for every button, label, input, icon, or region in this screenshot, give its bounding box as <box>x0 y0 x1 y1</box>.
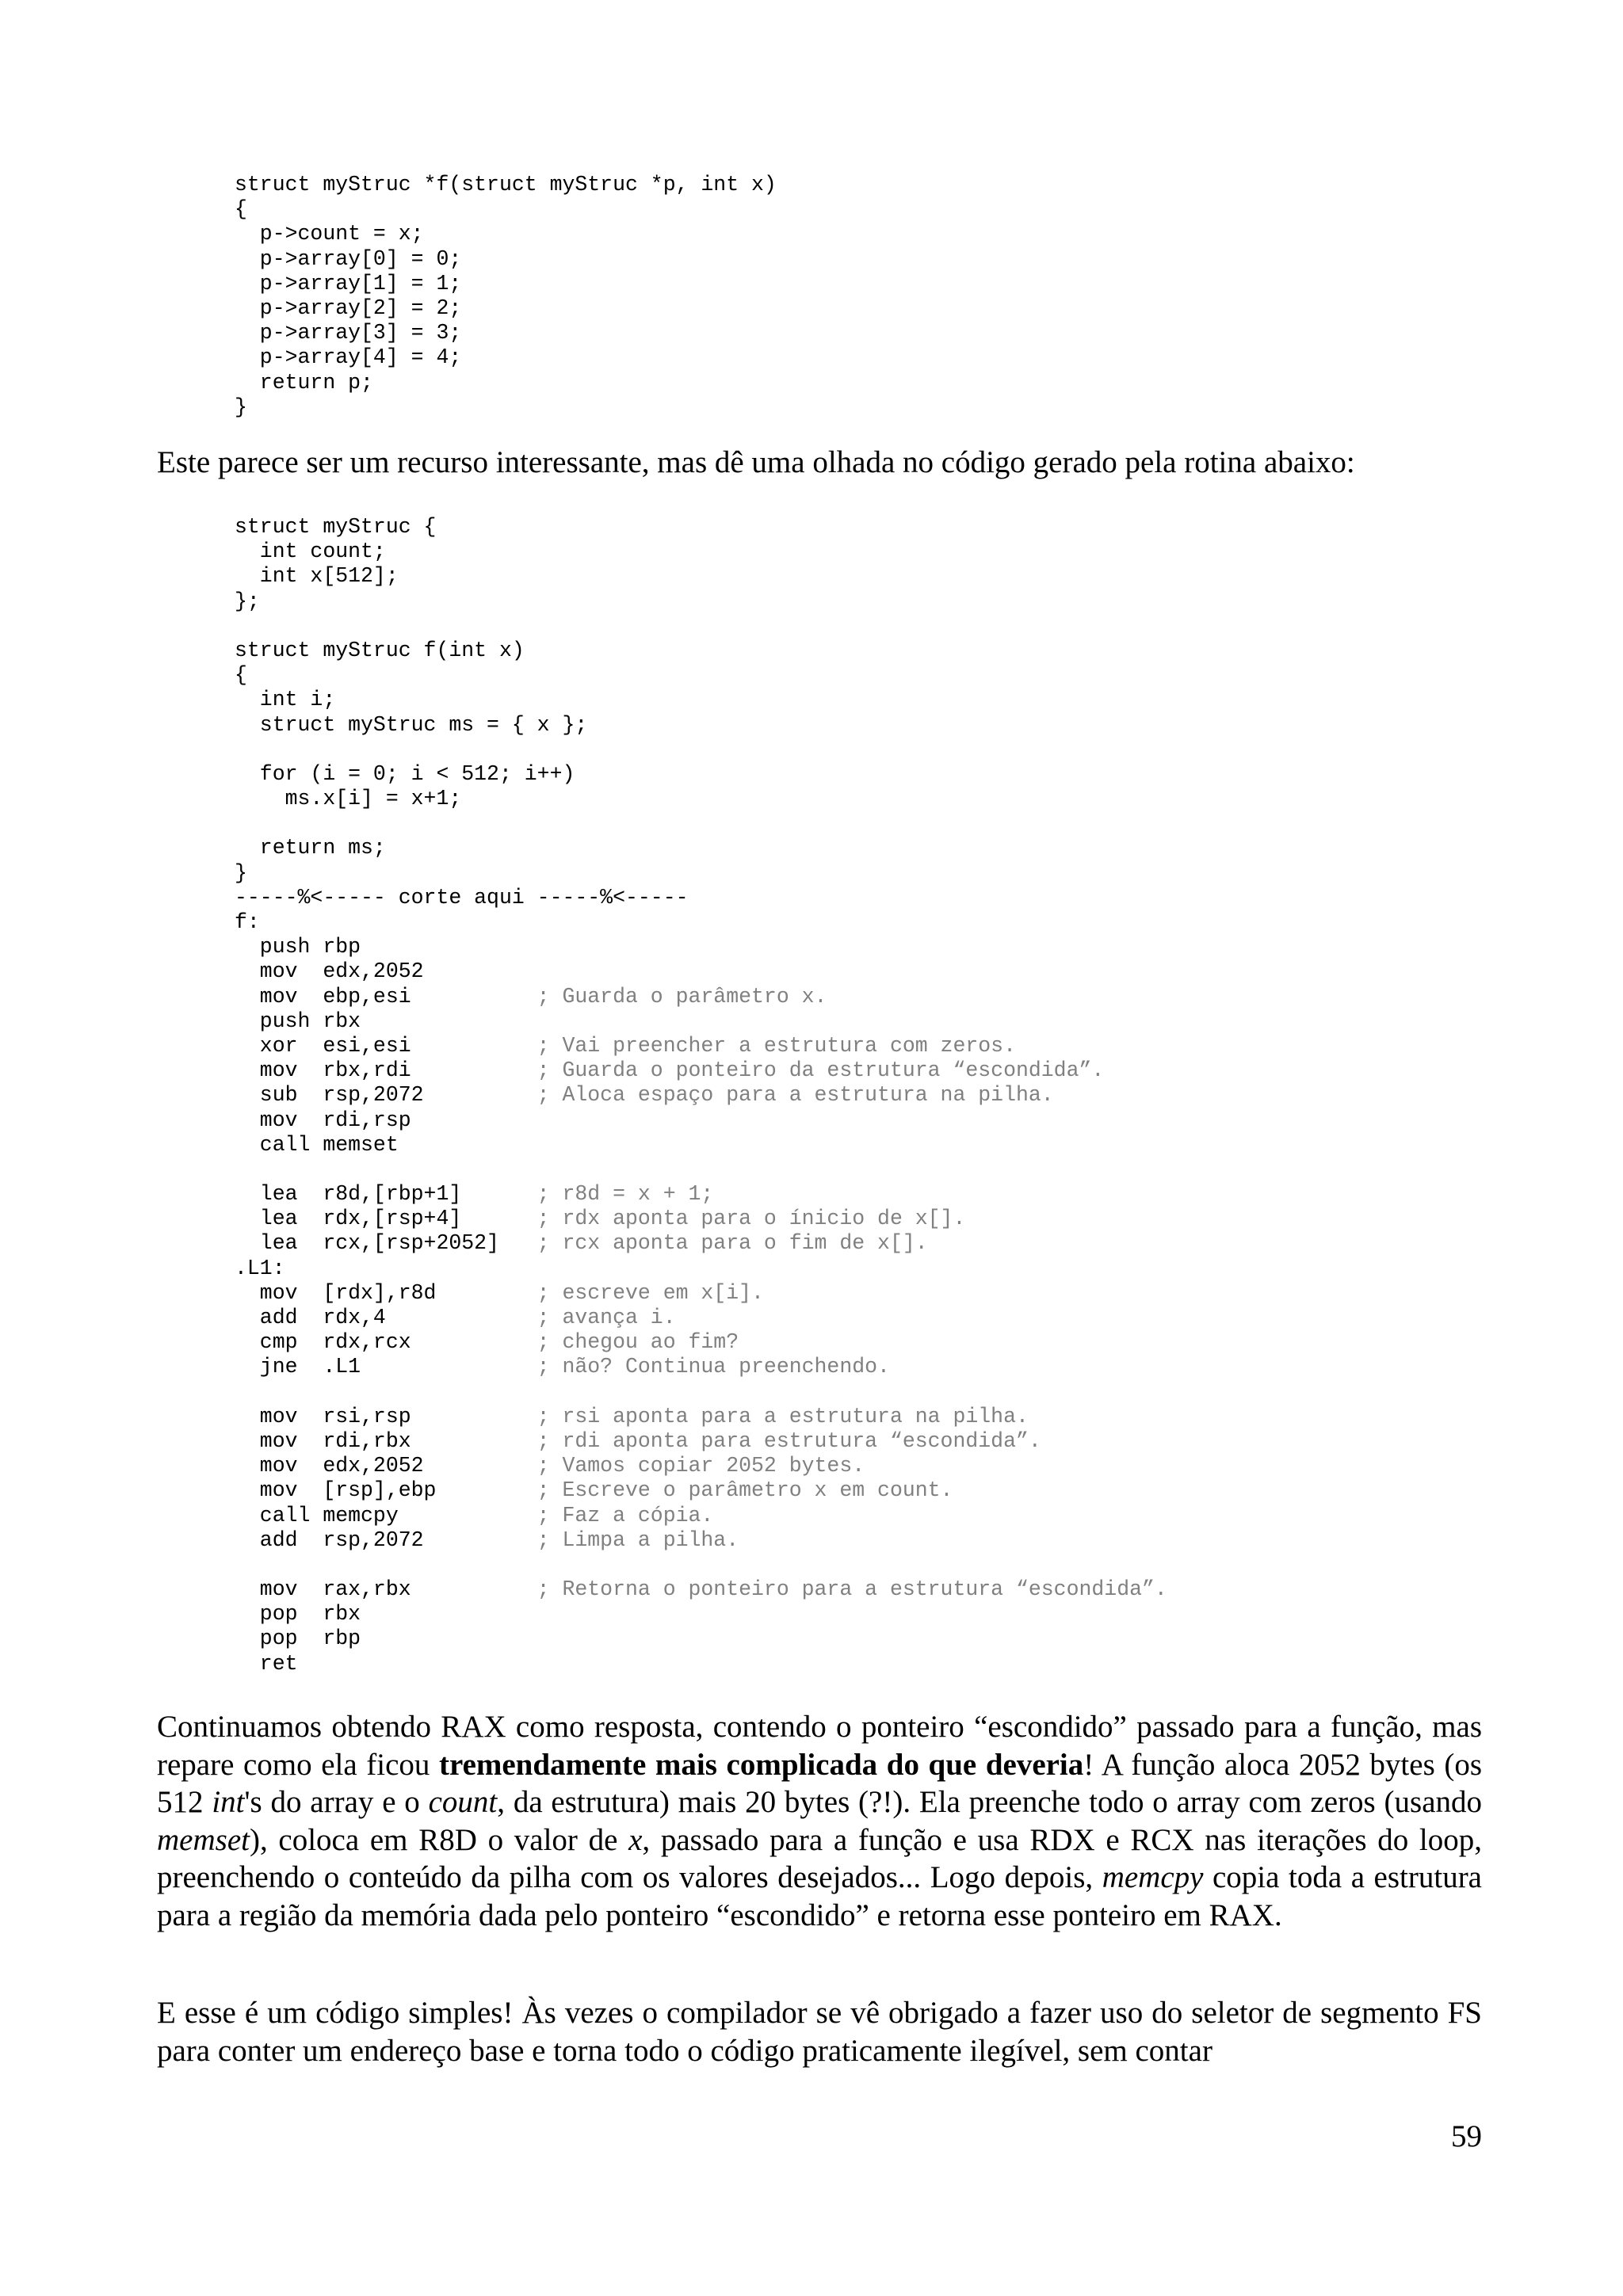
code-comment: ; Vai preencher a estrutura com zeros. <box>537 1033 1016 1058</box>
code-line <box>235 1429 1167 1454</box>
code-comment: ; Aloca espaço para a estrutura na pilha. <box>537 1083 1054 1108</box>
code-comment: ; chegou ao fim? <box>537 1330 739 1355</box>
text-span: 's do array e o <box>244 1785 429 1820</box>
code-line <box>235 1478 1167 1503</box>
code-line: p->array[2] = 2; <box>235 296 462 320</box>
code-line <box>235 1652 1167 1676</box>
code-comment: ; Faz a cópia. <box>537 1503 714 1527</box>
text-span: copia toda a estrutura para a região da memória dada pelo ponteiro “escondido” e retorna esse ponteiro em RAX. <box>157 1860 1482 1932</box>
code-line: } <box>235 395 247 419</box>
code-text: .L1: <box>235 1256 285 1280</box>
text-span: Continuamos obtendo RAX como resposta, contendo o ponteiro “escondido” passado para a função, mas repare como ela ficou <box>157 1710 1482 1782</box>
code-comment: ; avança i. <box>537 1306 676 1329</box>
code-text: add rsp,2072 <box>235 1527 537 1552</box>
code-line <box>235 738 1167 762</box>
code-line <box>235 564 1167 589</box>
code-comment: ; Limpa a pilha. <box>537 1527 739 1552</box>
code-text: pop rbx <box>235 1602 361 1627</box>
code-line: p->count = x; <box>235 222 424 246</box>
code-text: jne .L1 <box>235 1355 537 1379</box>
code-comment: ; Guarda o parâmetro x. <box>537 984 827 1009</box>
code-line <box>235 540 1167 564</box>
code-line <box>235 1504 1167 1528</box>
code-text: struct myStruc ms = { x }; <box>235 712 588 737</box>
code-line <box>235 1231 1167 1256</box>
code-comment: ; r8d = x + 1; <box>537 1182 714 1207</box>
code-line <box>235 1405 1167 1429</box>
code-text: lea rdx,[rsp+4] <box>235 1207 537 1231</box>
code-comment: ; rdi aponta para estrutura “escondida”. <box>537 1428 1041 1453</box>
code-line <box>235 1133 1167 1158</box>
italic-term: int <box>212 1785 245 1820</box>
code-text: mov rdi,rsp <box>235 1108 411 1132</box>
code-line <box>235 1158 1167 1182</box>
code-line <box>235 1454 1167 1478</box>
code-text: mov rdi,rbx <box>235 1428 537 1453</box>
code-text: } <box>235 860 247 885</box>
code-line <box>235 985 1167 1009</box>
code-line: p->array[0] = 0; <box>235 246 462 271</box>
italic-term: x <box>628 1822 643 1857</box>
code-comment: ; escreve em x[i]. <box>537 1280 764 1305</box>
text-span: , passado para a função e usa RDX e RCX nas iterações do loop, preenchendo o conteúdo da pilha com os valores desejados... Logo depois, <box>157 1822 1482 1895</box>
code-text: mov ebp,esi <box>235 984 537 1009</box>
code-line <box>235 1034 1167 1058</box>
code-line <box>235 1528 1167 1553</box>
code-line: p->array[1] = 1; <box>235 271 462 296</box>
page-number: 59 <box>1451 2119 1482 2153</box>
code-text: add rdx,4 <box>235 1306 537 1329</box>
code-text: pop rbp <box>235 1627 361 1651</box>
code-line <box>235 1108 1167 1133</box>
code-text: mov edx,2052 <box>235 959 424 984</box>
code-line <box>235 836 1167 860</box>
code-line <box>235 910 1167 935</box>
code-comment: ; Vamos copiar 2052 bytes. <box>537 1454 865 1478</box>
italic-term: memcpy <box>1102 1860 1204 1895</box>
code-line <box>235 663 1167 688</box>
code-line <box>235 639 1167 663</box>
code-line: return p; <box>235 370 373 395</box>
code-line: struct myStruc *f(struct myStruc *p, int x) <box>235 173 777 196</box>
code-line <box>235 614 1167 639</box>
code-comment: ; rdx aponta para o ínicio de x[]. <box>537 1207 966 1231</box>
paragraph-continuation: E esse é um código simples! Às vezes o compilador se vê obrigado a fazer uso do seletor de segmento FS para conter um endereço base e torna todo o código praticamente ilegível, sem contar <box>157 1996 1482 2068</box>
code-line <box>235 1577 1167 1602</box>
code-text: for (i = 0; i < 512; i++) <box>235 761 575 786</box>
code-line <box>235 886 1167 910</box>
code-line <box>235 1083 1167 1108</box>
code-text: mov rsi,rsp <box>235 1404 537 1428</box>
bold-emphasis: tremendamente mais complicada do que deveria <box>438 1747 1084 1782</box>
code-text: struct myStruc { <box>235 515 437 539</box>
italic-term: memset <box>157 1822 250 1857</box>
code-text: push rbp <box>235 935 361 959</box>
paragraph-intro: Este parece ser um recurso interessante, mas dê uma olhada no código gerado pela rotina abaixo: <box>157 445 1355 479</box>
code-text: struct myStruc f(int x) <box>235 638 525 662</box>
code-comment: ; Guarda o ponteiro da estrutura “escondida”. <box>537 1058 1105 1083</box>
code-text: push rbx <box>235 1009 361 1033</box>
text-span: ! A função aloca 2052 bytes (os 512 <box>157 1747 1483 1820</box>
code-text: call memcpy <box>235 1503 537 1527</box>
code-text: mov edx,2052 <box>235 1454 537 1478</box>
code-text: mov [rdx],r8d <box>235 1280 537 1305</box>
code-text: xor esi,esi <box>235 1033 537 1058</box>
code-text: sub rsp,2072 <box>235 1083 537 1108</box>
code-text: int x[512]; <box>235 564 399 589</box>
italic-term: count <box>428 1785 498 1820</box>
code-text: f: <box>235 910 260 934</box>
code-block-struct-return-asm <box>235 515 1167 1676</box>
code-line: { <box>235 197 247 222</box>
paragraph-explanation <box>157 1708 1482 1935</box>
code-line <box>235 762 1167 787</box>
code-text: mov rax,rbx <box>235 1577 537 1602</box>
text-span: , da estrutura) mais 20 bytes (?!). Ela preenche todo o array com zeros (usando <box>497 1785 1483 1820</box>
code-text: { <box>235 663 247 688</box>
code-line <box>235 1058 1167 1083</box>
code-line <box>235 959 1167 984</box>
code-line: p->array[3] = 3; <box>235 321 462 345</box>
code-line <box>235 1207 1167 1231</box>
code-line <box>235 935 1167 959</box>
code-line <box>235 787 1167 811</box>
code-line <box>235 811 1167 836</box>
code-text: int i; <box>235 688 336 712</box>
code-comment: ; rcx aponta para o fim de x[]. <box>537 1231 928 1256</box>
code-line <box>235 1380 1167 1405</box>
code-line <box>235 1602 1167 1627</box>
code-text: mov [rsp],ebp <box>235 1478 537 1503</box>
code-line <box>235 713 1167 738</box>
code-text: call memset <box>235 1132 399 1157</box>
code-line <box>235 1281 1167 1306</box>
code-line <box>235 1257 1167 1281</box>
code-line <box>235 1330 1167 1355</box>
code-text: mov rbx,rdi <box>235 1058 537 1083</box>
code-line <box>235 688 1167 712</box>
code-comment: ; Retorna o ponteiro para a estrutura “escondida”. <box>537 1577 1167 1602</box>
code-text: -----%<----- corte aqui -----%<----- <box>235 885 689 910</box>
code-line: p->array[4] = 4; <box>235 345 462 370</box>
code-text: ms.x[i] = x+1; <box>235 787 462 811</box>
code-line <box>235 861 1167 886</box>
code-line <box>235 1182 1167 1207</box>
text-span: ), coloca em R8D o valor de <box>249 1822 629 1857</box>
code-line <box>235 1553 1167 1577</box>
code-text: return ms; <box>235 836 386 860</box>
code-comment: ; Escreve o parâmetro x em count. <box>537 1478 953 1503</box>
code-line <box>235 1355 1167 1379</box>
code-line <box>235 1306 1167 1330</box>
code-text: lea r8d,[rbp+1] <box>235 1182 537 1207</box>
code-line <box>235 589 1167 614</box>
code-comment: ; rsi aponta para a estrutura na pilha. <box>537 1404 1029 1428</box>
code-text: cmp rdx,rcx <box>235 1330 537 1355</box>
code-comment: ; não? Continua preenchendo. <box>537 1355 890 1379</box>
code-text: lea rcx,[rsp+2052] <box>235 1231 537 1256</box>
code-line <box>235 515 1167 540</box>
code-text: int count; <box>235 540 386 564</box>
code-text: }; <box>235 589 260 613</box>
code-line <box>235 1627 1167 1651</box>
code-text: ret <box>235 1651 298 1676</box>
code-line <box>235 1009 1167 1034</box>
code-block-struct-pointer <box>235 173 777 420</box>
